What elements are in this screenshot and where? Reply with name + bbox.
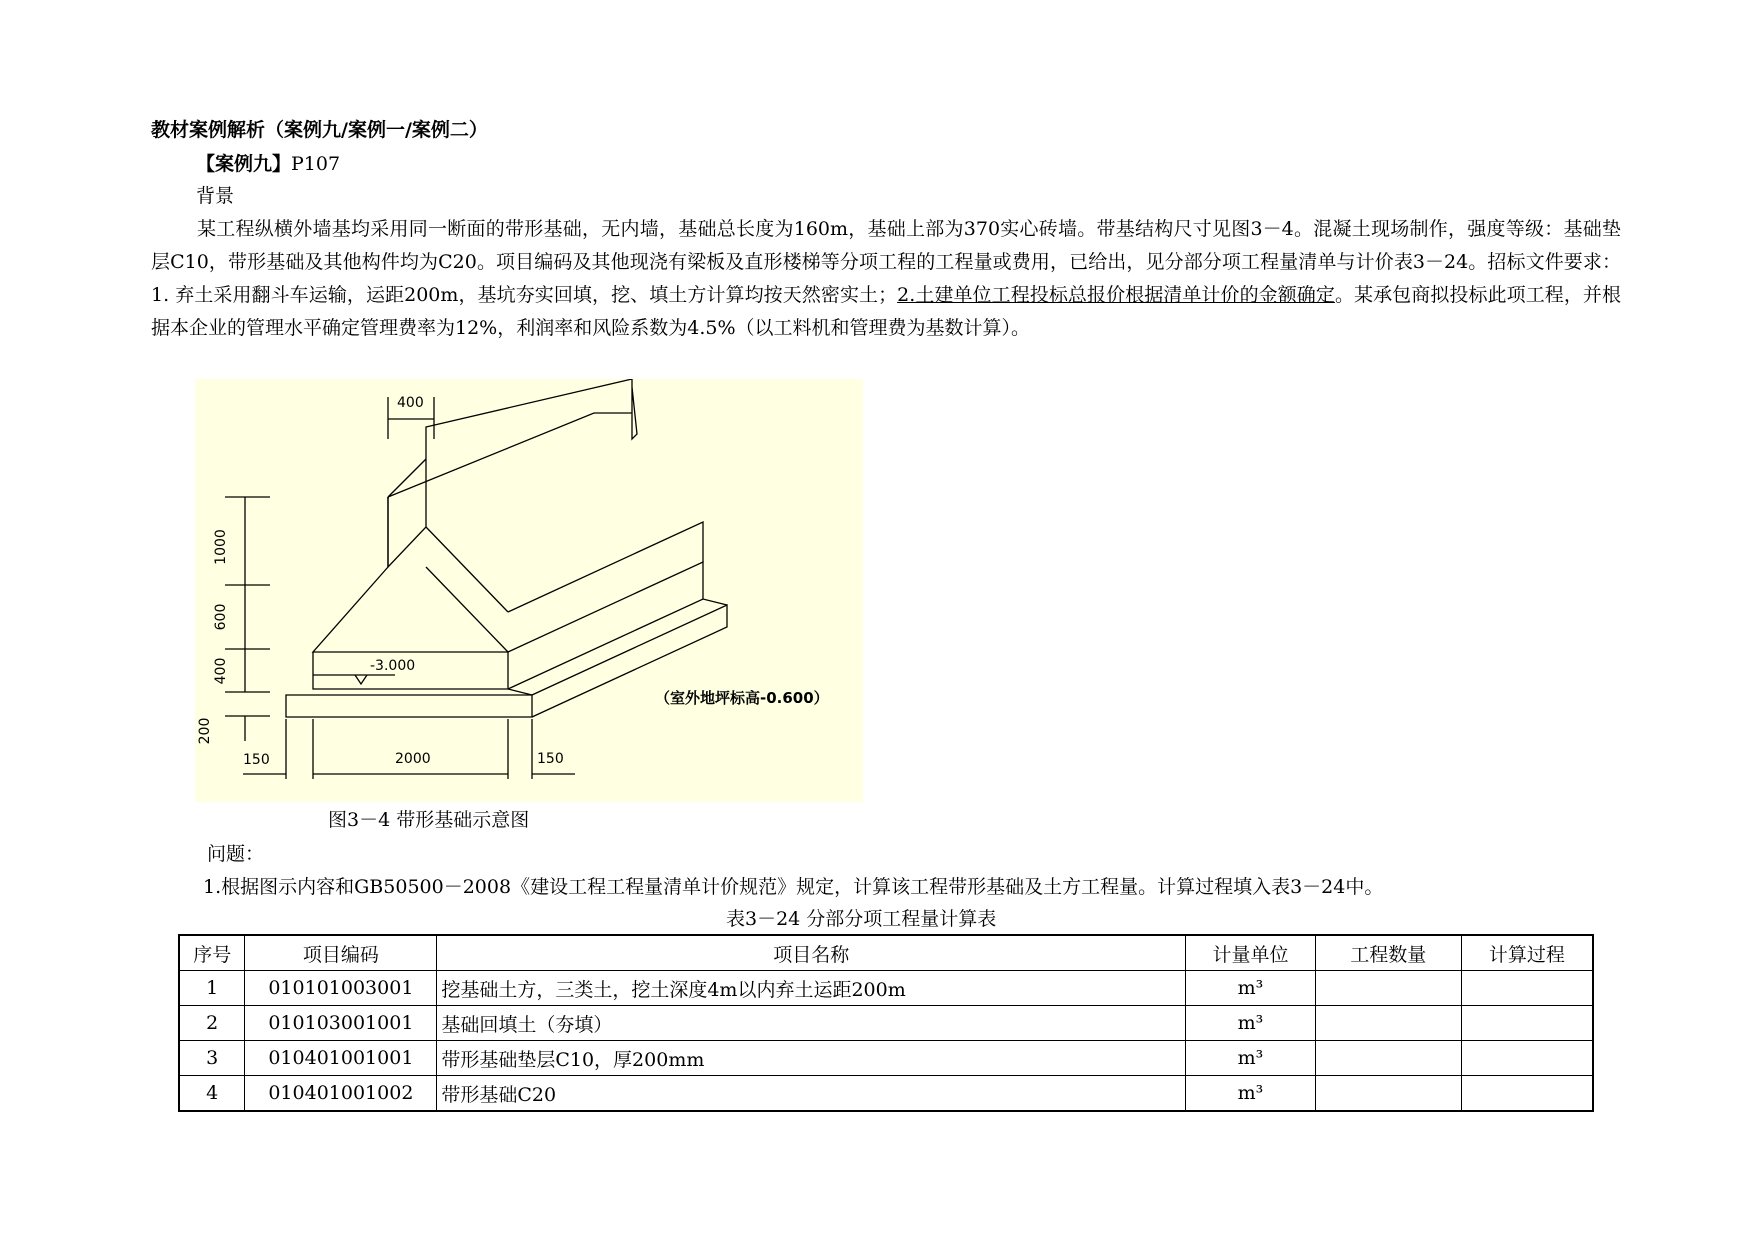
cell-calculation[interactable] xyxy=(1461,971,1593,1006)
dim-150-left-label: 150 xyxy=(243,752,270,768)
dim-600-label: 600 xyxy=(213,603,229,631)
case-tag: 【案例九】 xyxy=(196,153,292,175)
cell-calculation[interactable] xyxy=(1461,1041,1593,1076)
table-row xyxy=(179,1041,1593,1076)
elevation-label: -3.000 xyxy=(370,658,416,674)
cell-quantity[interactable] xyxy=(1315,1076,1461,1112)
cell-no: 3 xyxy=(179,1041,245,1076)
cell-calculation[interactable] xyxy=(1461,1076,1593,1112)
cell-calculation[interactable] xyxy=(1461,1006,1593,1041)
foundation-drawing xyxy=(195,379,863,802)
cell-no: 1 xyxy=(179,971,245,1006)
header-no: 序号 xyxy=(179,935,245,971)
cell-name: 带形基础C20 xyxy=(437,1076,1186,1112)
cell-name: 带形基础垫层C10，厚200mm xyxy=(437,1041,1186,1076)
header-calculation: 计算过程 xyxy=(1461,935,1593,971)
header-unit: 计量单位 xyxy=(1186,935,1316,971)
cell-name: 挖基础土方，三类土，挖土深度4m以内弃土运距200m xyxy=(437,971,1186,1006)
cell-unit: m³ xyxy=(1186,1006,1316,1041)
dim-400-label: 400 xyxy=(213,657,229,685)
table-row xyxy=(179,971,1593,1006)
dim-2000-label: 2000 xyxy=(395,751,431,767)
case-heading xyxy=(196,149,340,176)
cell-quantity[interactable] xyxy=(1315,1041,1461,1076)
dim-top-label: 400 xyxy=(397,395,424,411)
cell-no: 4 xyxy=(179,1076,245,1112)
table-row xyxy=(179,1006,1593,1041)
dim-150-right-label: 150 xyxy=(537,751,564,767)
cell-quantity[interactable] xyxy=(1315,1006,1461,1041)
header-quantity: 工程数量 xyxy=(1315,935,1461,971)
cell-code: 010401001001 xyxy=(245,1041,437,1076)
question-1: 1.根据图示内容和GB50500－2008《建设工程工程量清单计价规范》规定，计算该工程带形基础及土方工程量。计算过程填入表3－24中。 xyxy=(203,876,1384,898)
dim-200-label: 200 xyxy=(197,717,213,745)
quantity-calculation-table xyxy=(178,934,1594,1112)
cell-unit: m³ xyxy=(1186,971,1316,1006)
strip-foundation-figure xyxy=(195,379,863,802)
paragraph-text-2: 。某承包商拟投标此项工程，并根据本企业的管理水平确定管理费率为12%，利润率和风险系数为4.5%（以工料机和管理费为基数计算）。 xyxy=(151,284,1621,339)
cell-unit: m³ xyxy=(1186,1041,1316,1076)
dim-1000-label: 1000 xyxy=(213,529,229,565)
cell-code: 010401001002 xyxy=(245,1076,437,1112)
cell-name: 基础回填土（夯填） xyxy=(437,1006,1186,1041)
cell-code: 010103001001 xyxy=(245,1006,437,1041)
page-title: 教材案例解析（案例九/案例一/案例二） xyxy=(151,119,488,141)
paragraph-text-1: 某工程纵横外墙基均采用同一断面的带形基础，无内墙，基础总长度为160m，基础上部为370实心砖墙。带基结构尺寸见图3－4。混凝土现场制作，强度等级：基础垫层C10，带形基础及其他构件均为C20。项目编码及其他现浇有梁板及直形楼梯等分项工程的工程量或费用，已给出，见分部分项工程量清单与计价表3－24。招标文件要求：1. 弃土采用翻斗车运输，运距200m，基坑夯实回填，挖、填土方计算均按天然密实土； xyxy=(151,218,1621,306)
background-paragraph xyxy=(151,213,1621,345)
header-name: 项目名称 xyxy=(437,935,1186,971)
question-label: 问题： xyxy=(207,843,265,865)
table-header-row xyxy=(179,935,1593,971)
table-row xyxy=(179,1076,1593,1112)
cell-code: 010101003001 xyxy=(245,971,437,1006)
outdoor-elevation-note: （室外地坪标高-0.600） xyxy=(655,689,829,707)
cell-no: 2 xyxy=(179,1006,245,1041)
figure-caption: 图3－4 带形基础示意图 xyxy=(328,809,530,831)
paragraph-underlined-text: 2.土建单位工程投标总报价根据清单计价的金额确定 xyxy=(897,284,1335,306)
case-page: P107 xyxy=(291,153,341,175)
table-caption: 表3－24 分部分项工程量计算表 xyxy=(726,908,997,930)
cell-unit: m³ xyxy=(1186,1076,1316,1112)
background-label: 背景 xyxy=(196,185,235,207)
header-code: 项目编码 xyxy=(245,935,437,971)
cell-quantity[interactable] xyxy=(1315,971,1461,1006)
